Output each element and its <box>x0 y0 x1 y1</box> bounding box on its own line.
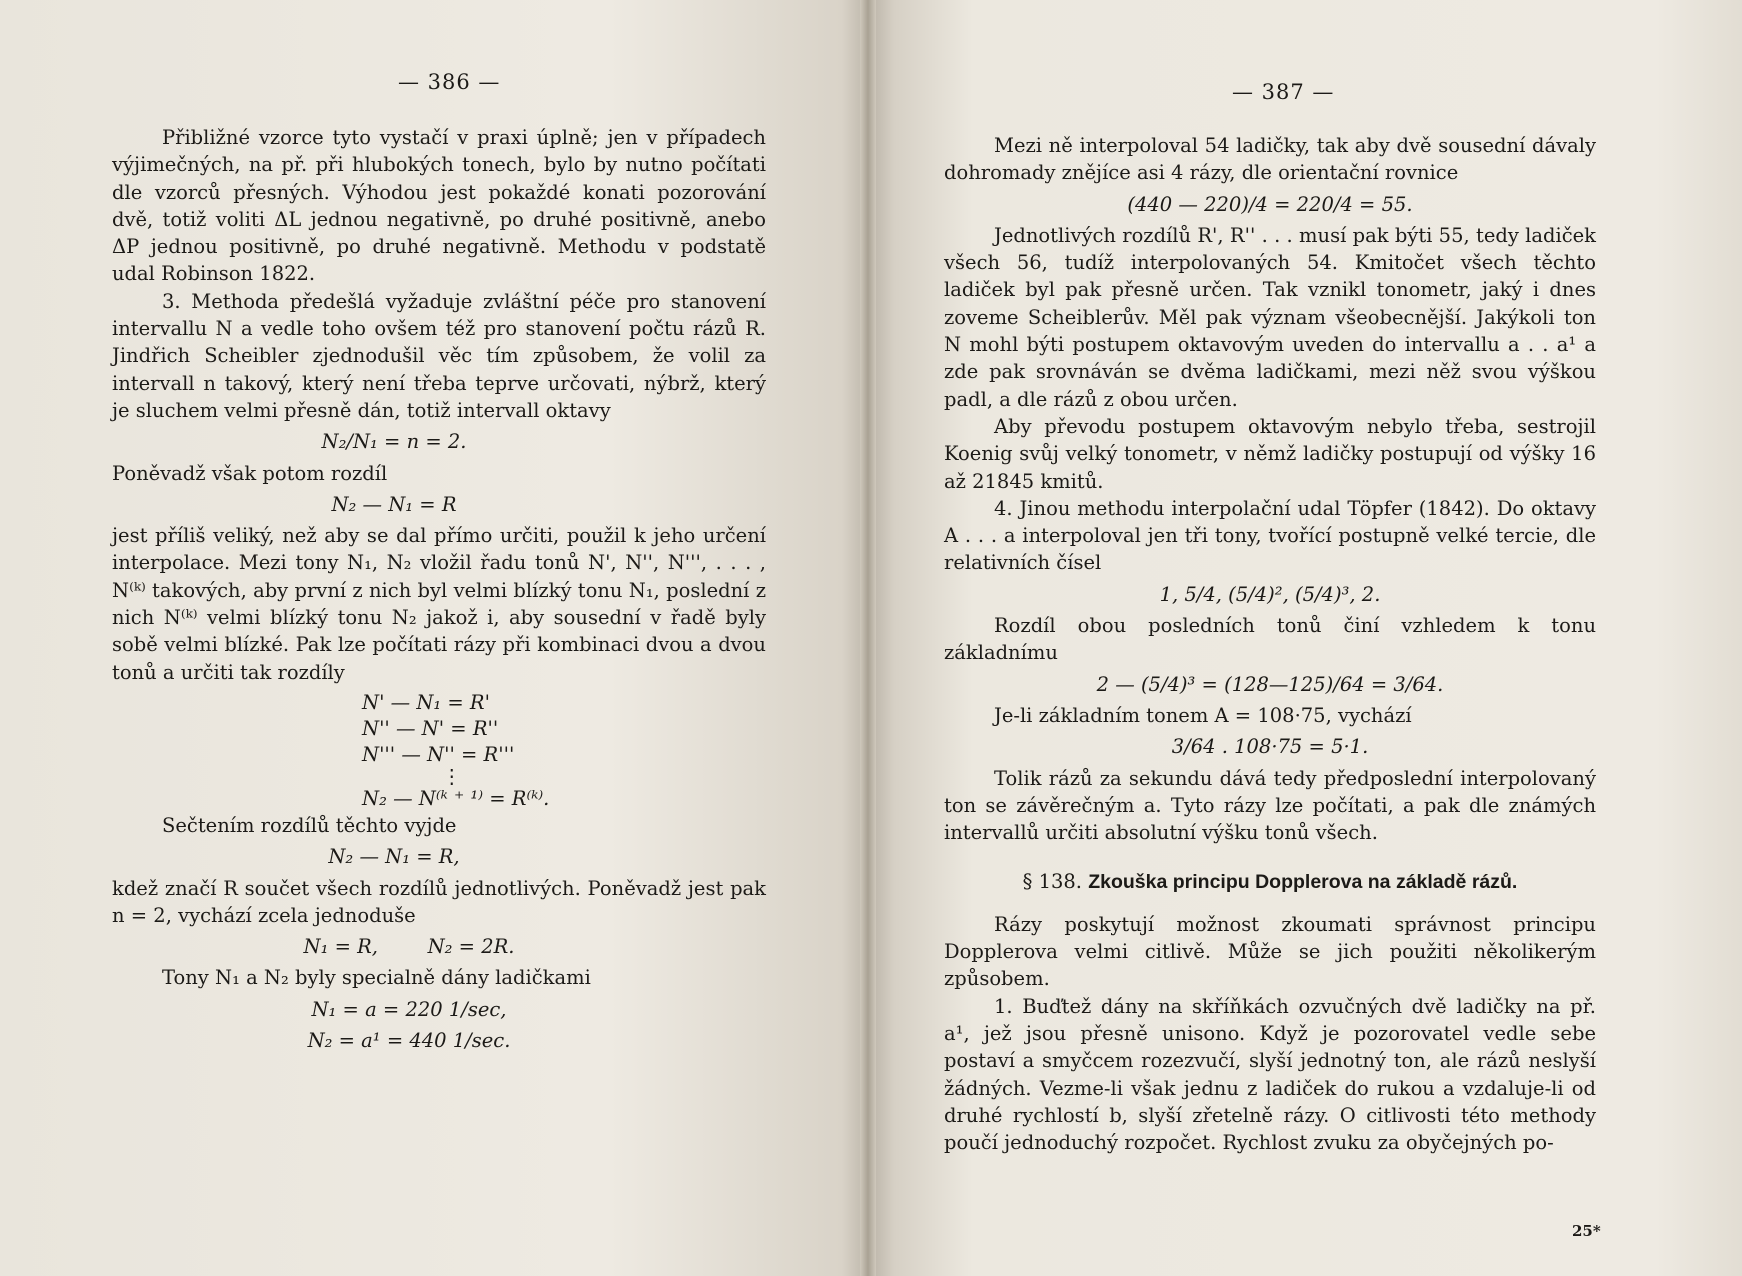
right-para-8: Rázy poskytují možnost zkoumati správnost principu Dopplerova velmi citlivě. Může se jich použiti několikerým způsobem. <box>944 912 1596 991</box>
left-eq-3-line-3: N''' — N'' = R''' <box>362 742 515 766</box>
section-title: Zkouška principu Dopplerova na základě rázů. <box>1088 871 1518 894</box>
right-eq-3: 2 — (5/4)³ = (128—125)/64 = 3/64. <box>1096 672 1444 696</box>
left-para-2: 3. Methoda předešlá vyžaduje zvláštní péče pro stanovení intervallu N a vedle toho ovšem též pro stanovení počtu rázů R. Jindřich Scheibler zjednodušil věc tím způsobem, že volil za intervall n takový, který není třeba teprve určovati, nýbrž, který je sluchem velmi přesně dán, totiž intervall oktavy <box>112 289 766 422</box>
left-eq-3-line-4: N₂ — N⁽ᵏ ⁺ ¹⁾ = R⁽ᵏ⁾. <box>362 786 550 810</box>
left-page-text <box>112 124 766 1058</box>
left-eq-3 <box>362 690 766 812</box>
printer-signature: 25* <box>1572 1222 1601 1240</box>
left-para-5: Sečtením rozdílů těchto vyjde <box>162 813 457 837</box>
section-number: § 138. <box>1022 870 1083 894</box>
right-page-number: — 387 — <box>1232 80 1335 104</box>
left-para-3: Poněvadž však potom rozdíl <box>112 461 388 485</box>
left-eq-5: N₁ = R, N₂ = 2R. <box>303 935 515 959</box>
left-eq-4: N₂ — N₁ = R, <box>328 845 460 869</box>
left-eq-1: N₂/N₁ = n = 2. <box>321 430 467 454</box>
left-para-4: jest příliš veliký, než aby se dal přímo určiti, použil k jeho určení interpolace. Mezi tony N₁, N₂ vložil řadu tonů N', N'', N''', . . . , N⁽ᵏ⁾ takových, aby první z nich byl velmi blízký tonu N₁, poslední z nich N⁽ᵏ⁾ velmi blízký tonu N₂ jakož i, aby sousední v řadě byly sobě velmi blízké. Pak lze počítati rázy při kombinaci dvou a dvou tonů a určiti tak rozdíly <box>112 524 766 684</box>
section-heading <box>944 868 1596 896</box>
left-page-number: — 386 — <box>398 70 501 94</box>
right-eq-1: (440 — 220)/4 = 220/4 = 55. <box>1127 192 1413 216</box>
left-para-6: kdež značí R součet všech rozdílů jednotlivých. Poněvadž jest pak n = 2, vychází zcela jednoduše <box>112 876 766 927</box>
right-page-text <box>944 132 1596 1156</box>
left-para-7: Tony N₁ a N₂ byly specialně dány ladičkami <box>162 966 591 990</box>
book-gutter <box>860 0 876 1276</box>
right-eq-2: 1, 5/4, (5/4)², (5/4)³, 2. <box>1159 582 1381 606</box>
left-eq-3-line-2: N'' — N' = R'' <box>362 716 499 740</box>
right-para-4: 4. Jinou methodu interpolační udal Töpfer (1842). Do oktavy A . . . a interpoloval jen tři tony, tvořící postupně velké tercie, dle relativních čísel <box>944 496 1596 575</box>
right-para-7: Tolik rázů za sekundu dává tedy předposlední interpolovaný ton se závěrečným a. Tyto rázy lze počítati, a pak dle známých intervallů určiti absolutní výšku tonů všech. <box>944 766 1596 845</box>
right-para-6: Je-li základním tonem A = 108·75, vychází <box>994 703 1412 727</box>
left-eq-6: N₁ = a = 220 1/sec, <box>311 997 507 1021</box>
right-eq-4: 3/64 . 108·75 = 5·1. <box>1171 735 1369 759</box>
right-para-1: Mezi ně interpoloval 54 ladičky, tak aby dvě sousední dávaly dohromady znějíce asi 4 rázy, dle orientační rovnice <box>944 134 1596 185</box>
left-eq-3-line-1: N' — N₁ = R' <box>362 690 490 714</box>
left-eq-2: N₂ — N₁ = R <box>331 492 457 516</box>
right-para-2: Jednotlivých rozdílů R', R'' . . . musí pak býti 55, tedy ladiček všech 56, tudíž interpolovaných 54. Kmitočet všech těchto ladiček byl pak přesně určen. Tak vznikl tonometr, jaký i dnes zoveme Scheiblerův. Měl pak význam všeobecnější. Jakýkoli ton N mohl býti postupem oktavovým uveden do intervallu a . . a¹ a zde pak srovnáván se dvěma ladičkami, mezi něž svou výškou padl, a dle rázů z obou určen. <box>944 223 1596 411</box>
right-para-5: Rozdíl obou posledních tonů činí vzhledem k tonu základnímu <box>944 614 1596 665</box>
right-para-9: 1. Buďtež dány na skříňkách ozvučných dvě ladičky na př. a¹, jež jsou přesně unisono. Když je pozorovatel vedle sebe postaví a smyčcem rozezvučí, slyší jednotný ton, ale rázů neslyší žádných. Vezme-li však jednu z ladiček do rukou a vzdaluje-li od druhé rychlostí b, slyší zřetelně rázy. O citlivosti této methody poučí jednoduchý rozpočet. Rychlost zvuku za obyčejných po- <box>944 994 1596 1155</box>
left-para-1: Přibližné vzorce tyto vystačí v praxi úplně; jen v případech výjimečných, na př. při hlubokých tonech, bylo by nutno počítati dle vzorců přesných. Výhodou jest pokaždé konati pozorování dvě, totiž voliti ΔL jednou negativně, po druhé positivně, anebo ΔP jednou positivně, po druhé negativně. Methodu v podstatě udal Robinson 1822. <box>112 126 766 286</box>
left-eq-7: N₂ = a¹ = 440 1/sec. <box>307 1029 511 1053</box>
right-para-3: Aby převodu postupem oktavovým nebylo třeba, sestrojil Koenig svůj velký tonometr, v němž ladičky postupují od výšky 16 až 21845 kmitů. <box>944 414 1596 493</box>
vertical-ellipsis: ⋮ <box>442 764 462 788</box>
